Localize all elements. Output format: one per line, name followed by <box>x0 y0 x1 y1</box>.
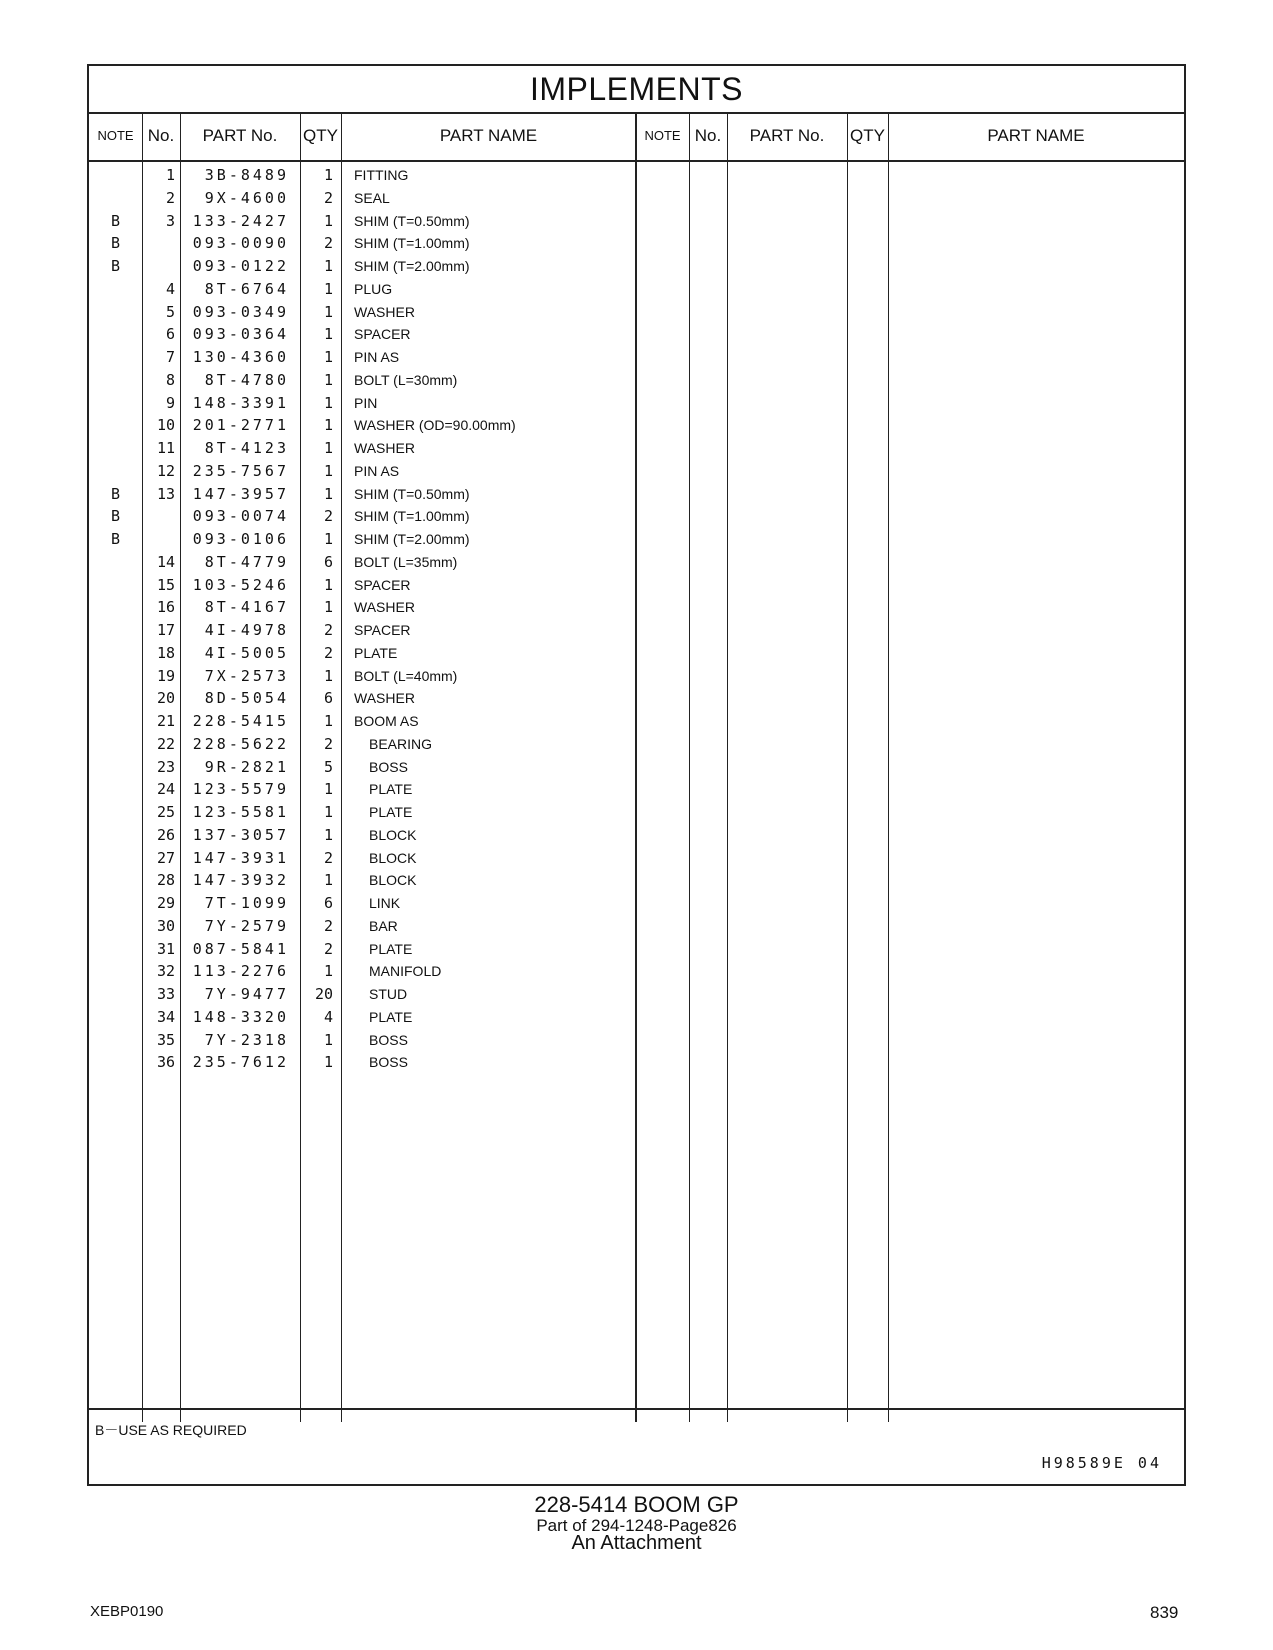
row-quantity: 1 <box>323 211 333 230</box>
row-part-number: 087-5841 <box>192 939 289 958</box>
row-note <box>89 847 142 870</box>
row-quantity: 1 <box>323 348 333 366</box>
row-quantity: 2 <box>323 621 333 639</box>
row-part-number: 201-2771 <box>192 416 289 435</box>
row-part-name: WASHER <box>354 690 415 707</box>
header-part-name-left: PART NAME <box>439 126 538 145</box>
row-quantity: 1 <box>323 712 333 730</box>
row-item-number: 25 <box>156 803 175 821</box>
row-quantity: 1 <box>323 393 333 412</box>
row-part-name: SPACER <box>354 576 411 593</box>
header-part-name-right: PART NAME <box>987 126 1085 145</box>
row-item-number: 12 <box>156 461 175 480</box>
row-note <box>89 164 142 187</box>
row-part-number: 228-5415 <box>192 712 289 730</box>
header-note-right: NOTE <box>644 128 681 143</box>
row-part-number: 123-5581 <box>192 803 289 821</box>
row-part-number: 113-2276 <box>192 962 289 981</box>
row-note: B <box>110 211 121 230</box>
row-part-number: 228-5622 <box>192 734 289 753</box>
header-part-no-left: PART No. <box>202 126 278 145</box>
row-note <box>89 1051 142 1074</box>
row-item-number: 18 <box>156 643 175 662</box>
row-quantity: 4 <box>323 1007 333 1026</box>
column-divider <box>300 112 301 1422</box>
row-part-number: 3B-8489 <box>204 166 289 184</box>
row-note: B <box>110 507 121 526</box>
row-part-number: 130-4360 <box>192 348 289 366</box>
column-divider <box>847 112 848 1422</box>
row-quantity: 6 <box>323 689 333 708</box>
row-note <box>89 346 142 369</box>
row-part-number: 093-0349 <box>192 302 289 321</box>
row-quantity: 1 <box>323 439 333 457</box>
row-item-number: 30 <box>156 916 175 935</box>
row-quantity: 1 <box>323 257 333 275</box>
row-quantity: 5 <box>323 757 333 776</box>
row-item-number: 27 <box>156 848 175 867</box>
row-note <box>89 824 142 847</box>
row-note <box>89 1006 142 1029</box>
row-part-name: BLOCK <box>369 849 417 866</box>
reference-code: H98589E 04 <box>1041 1454 1162 1472</box>
column-divider <box>727 112 728 1422</box>
row-part-name: SHIM (T=0.50mm) <box>354 485 470 502</box>
row-quantity: 1 <box>323 962 333 981</box>
parent-reference: Part of 294-1248-Page826 <box>536 1516 737 1535</box>
footer-divider <box>89 1408 1184 1410</box>
row-item-number <box>142 232 175 255</box>
row-note <box>89 278 142 301</box>
row-note <box>89 187 142 210</box>
row-part-name: BAR <box>369 917 398 934</box>
row-part-name: WASHER (OD=90.00mm) <box>354 417 516 434</box>
row-quantity: 1 <box>323 530 333 548</box>
row-quantity: 1 <box>323 416 333 435</box>
row-item-number: 14 <box>156 552 175 571</box>
group-caption: 228-5414 BOOM GP <box>534 1492 739 1517</box>
row-part-name: SHIM (T=1.00mm) <box>354 235 470 252</box>
row-note <box>89 323 142 346</box>
row-note <box>89 710 142 733</box>
row-item-number: 26 <box>156 825 175 844</box>
header-note-left: NOTE <box>97 128 134 143</box>
row-part-name: PIN AS <box>354 349 400 365</box>
row-note <box>89 574 142 597</box>
row-part-number: 7Y-2318 <box>204 1030 289 1049</box>
row-item-number <box>142 528 175 551</box>
attachment-label: An Attachment <box>571 1532 702 1554</box>
row-part-name: BEARING <box>369 735 433 752</box>
header-qty-right: QTY <box>850 126 885 145</box>
row-item-number: 21 <box>156 712 175 730</box>
row-quantity: 2 <box>323 916 333 935</box>
row-quantity: 2 <box>323 507 333 526</box>
row-item-number: 8 <box>165 370 175 389</box>
row-part-number: 4I-4978 <box>204 621 289 639</box>
document-id: XEBP0190 <box>90 1603 164 1620</box>
row-item-number: 36 <box>156 1053 175 1072</box>
row-part-name: WASHER <box>354 440 415 456</box>
row-note <box>89 1029 142 1052</box>
row-part-number: 8T-4123 <box>204 439 289 457</box>
column-divider <box>341 112 342 1422</box>
row-note <box>89 437 142 460</box>
row-part-name: LINK <box>369 895 401 911</box>
row-note <box>89 687 142 710</box>
row-part-name: BOSS <box>369 758 408 775</box>
row-part-name: PIN AS <box>354 462 400 479</box>
column-divider <box>180 112 181 1422</box>
row-part-number: 147-3932 <box>192 871 289 890</box>
row-item-number: 33 <box>156 985 175 1003</box>
page-number: 839 <box>1150 1603 1179 1622</box>
row-item-number: 20 <box>156 689 175 708</box>
row-part-number: 137-3057 <box>192 825 289 844</box>
row-part-name: PLATE <box>369 1008 413 1025</box>
row-part-number: 133-2427 <box>192 211 289 230</box>
row-part-number: 093-0122 <box>192 257 289 275</box>
row-part-number: 147-3931 <box>192 848 289 867</box>
row-quantity: 1 <box>323 780 333 799</box>
row-part-name: PIN <box>354 394 378 411</box>
row-quantity: 1 <box>323 1030 333 1049</box>
row-item-number: 28 <box>156 871 175 890</box>
row-item-number: 3 <box>165 211 175 230</box>
row-part-name: SHIM (T=2.00mm) <box>354 258 470 274</box>
row-part-number: 9X-4600 <box>204 188 289 207</box>
row-part-name: STUD <box>369 986 408 1002</box>
row-item-number: 32 <box>156 962 175 981</box>
row-item-number: 1 <box>165 166 175 184</box>
row-part-number: 093-0106 <box>192 530 289 548</box>
row-item-number: 35 <box>156 1030 175 1049</box>
row-note <box>89 460 142 483</box>
row-quantity: 2 <box>323 848 333 867</box>
row-quantity: 1 <box>323 666 333 685</box>
row-quantity: 1 <box>323 302 333 321</box>
row-note <box>89 642 142 665</box>
row-note: B <box>110 484 121 503</box>
row-quantity: 6 <box>323 894 333 912</box>
row-quantity: 1 <box>323 803 333 821</box>
row-quantity: 1 <box>323 325 333 344</box>
row-item-number: 19 <box>156 666 175 685</box>
row-quantity: 2 <box>323 234 333 253</box>
row-note <box>89 596 142 619</box>
row-item-number: 24 <box>156 780 175 799</box>
row-note <box>89 414 142 437</box>
row-quantity: 2 <box>323 643 333 662</box>
row-note: B <box>110 257 121 275</box>
row-part-number: 235-7612 <box>192 1053 289 1072</box>
row-note <box>89 960 142 983</box>
row-note <box>89 551 142 574</box>
row-part-name: PLATE <box>369 781 413 798</box>
row-note <box>89 665 142 688</box>
row-part-number: 7Y-2579 <box>204 916 289 935</box>
footnote: B－USE AS REQUIRED <box>95 1422 247 1438</box>
row-note <box>89 869 142 892</box>
row-note: B <box>110 234 121 253</box>
row-item-number: 23 <box>156 757 175 776</box>
row-part-name: BOOM AS <box>354 713 419 729</box>
row-item-number: 10 <box>156 416 175 435</box>
column-divider <box>689 112 690 1422</box>
row-part-name: BOLT (L=35mm) <box>354 553 458 570</box>
row-quantity: 1 <box>323 1053 333 1072</box>
row-note <box>89 778 142 801</box>
row-part-number: 123-5579 <box>192 780 289 799</box>
row-part-name: WASHER <box>354 303 415 320</box>
row-quantity: 1 <box>323 575 333 594</box>
row-part-number: 093-0090 <box>192 234 289 253</box>
row-item-number: 31 <box>156 939 175 958</box>
row-quantity: 1 <box>323 166 333 184</box>
row-note <box>89 915 142 938</box>
row-quantity: 1 <box>323 825 333 844</box>
row-part-number: 9R-2821 <box>204 757 289 776</box>
row-part-number: 148-3320 <box>192 1007 289 1026</box>
row-part-number: 235-7567 <box>192 461 289 480</box>
row-note <box>89 301 142 324</box>
row-quantity: 2 <box>323 188 333 207</box>
row-quantity: 1 <box>323 484 333 503</box>
row-item-number <box>142 505 175 528</box>
row-part-number: 7X-2573 <box>204 666 289 685</box>
row-note <box>89 756 142 779</box>
row-note <box>89 983 142 1006</box>
row-part-name: WASHER <box>354 599 415 616</box>
row-part-number: 8T-6764 <box>204 279 289 298</box>
row-item-number: 7 <box>165 348 175 366</box>
column-divider <box>888 112 889 1422</box>
row-part-number: 147-3957 <box>192 484 289 503</box>
row-part-name: SEAL <box>354 189 390 206</box>
row-item-number: 4 <box>165 279 175 298</box>
row-part-number: 148-3391 <box>192 393 289 412</box>
row-part-name: PLATE <box>369 804 413 820</box>
row-note <box>89 392 142 415</box>
row-item-number: 13 <box>156 484 175 503</box>
row-item-number: 29 <box>156 894 175 912</box>
row-part-name: BOLT (L=40mm) <box>354 667 458 684</box>
row-item-number: 2 <box>165 188 175 207</box>
row-quantity: 1 <box>323 279 333 298</box>
row-part-number: 7Y-9477 <box>204 985 289 1003</box>
row-item-number: 16 <box>156 598 175 617</box>
row-part-name: BLOCK <box>369 826 417 843</box>
row-part-name: SPACER <box>354 326 411 343</box>
row-note <box>89 892 142 915</box>
row-part-name: SHIM (T=2.00mm) <box>354 531 470 547</box>
row-quantity: 1 <box>323 461 333 480</box>
row-part-number: 093-0364 <box>192 325 289 344</box>
row-part-name: BOSS <box>369 1031 408 1048</box>
row-note <box>89 938 142 961</box>
row-note <box>89 369 142 392</box>
row-quantity: 20 <box>314 985 333 1003</box>
row-quantity: 2 <box>323 939 333 958</box>
row-part-number: 8D-5054 <box>204 689 289 708</box>
row-part-number: 8T-4779 <box>204 552 289 571</box>
header-qty-left: QTY <box>303 126 338 145</box>
row-part-name: PLATE <box>354 644 398 661</box>
header-no-left: No. <box>147 126 175 145</box>
row-part-number: 8T-4780 <box>204 370 289 389</box>
row-part-name: BOSS <box>369 1054 408 1071</box>
row-part-number: 4I-5005 <box>204 643 289 662</box>
row-part-name: BLOCK <box>369 872 417 889</box>
row-part-name: SHIM (T=0.50mm) <box>354 212 470 229</box>
row-item-number: 9 <box>165 393 175 412</box>
row-quantity: 6 <box>323 552 333 571</box>
parts-table-frame <box>87 64 1186 1486</box>
row-quantity: 1 <box>323 370 333 389</box>
row-part-name: PLUG <box>354 280 393 297</box>
row-part-name: MANIFOLD <box>369 963 442 980</box>
row-part-name: BOLT (L=30mm) <box>354 371 458 388</box>
row-item-number <box>142 255 175 278</box>
row-item-number: 6 <box>165 325 175 344</box>
row-note <box>89 733 142 756</box>
row-part-name: PLATE <box>369 940 413 957</box>
row-part-number: 7T-1099 <box>204 894 289 912</box>
row-item-number: 11 <box>156 439 175 457</box>
row-note <box>89 801 142 824</box>
row-part-number: 093-0074 <box>192 507 289 526</box>
row-part-name: FITTING <box>354 167 409 183</box>
row-quantity: 2 <box>323 734 333 753</box>
row-note <box>89 619 142 642</box>
table-title: IMPLEMENTS <box>89 66 1184 114</box>
row-part-number: 8T-4167 <box>204 598 289 617</box>
row-note: B <box>110 530 121 548</box>
row-quantity: 1 <box>323 598 333 617</box>
row-part-number: 103-5246 <box>192 575 289 594</box>
row-item-number: 34 <box>156 1007 175 1026</box>
row-part-name: SHIM (T=1.00mm) <box>354 508 470 525</box>
row-item-number: 17 <box>156 621 175 639</box>
row-item-number: 15 <box>156 575 175 594</box>
row-item-number: 5 <box>165 302 175 321</box>
header-part-no-right: PART No. <box>749 126 825 145</box>
header-no-right: No. <box>694 126 722 145</box>
row-item-number: 22 <box>156 734 175 753</box>
row-quantity: 1 <box>323 871 333 890</box>
row-part-name: SPACER <box>354 622 411 638</box>
